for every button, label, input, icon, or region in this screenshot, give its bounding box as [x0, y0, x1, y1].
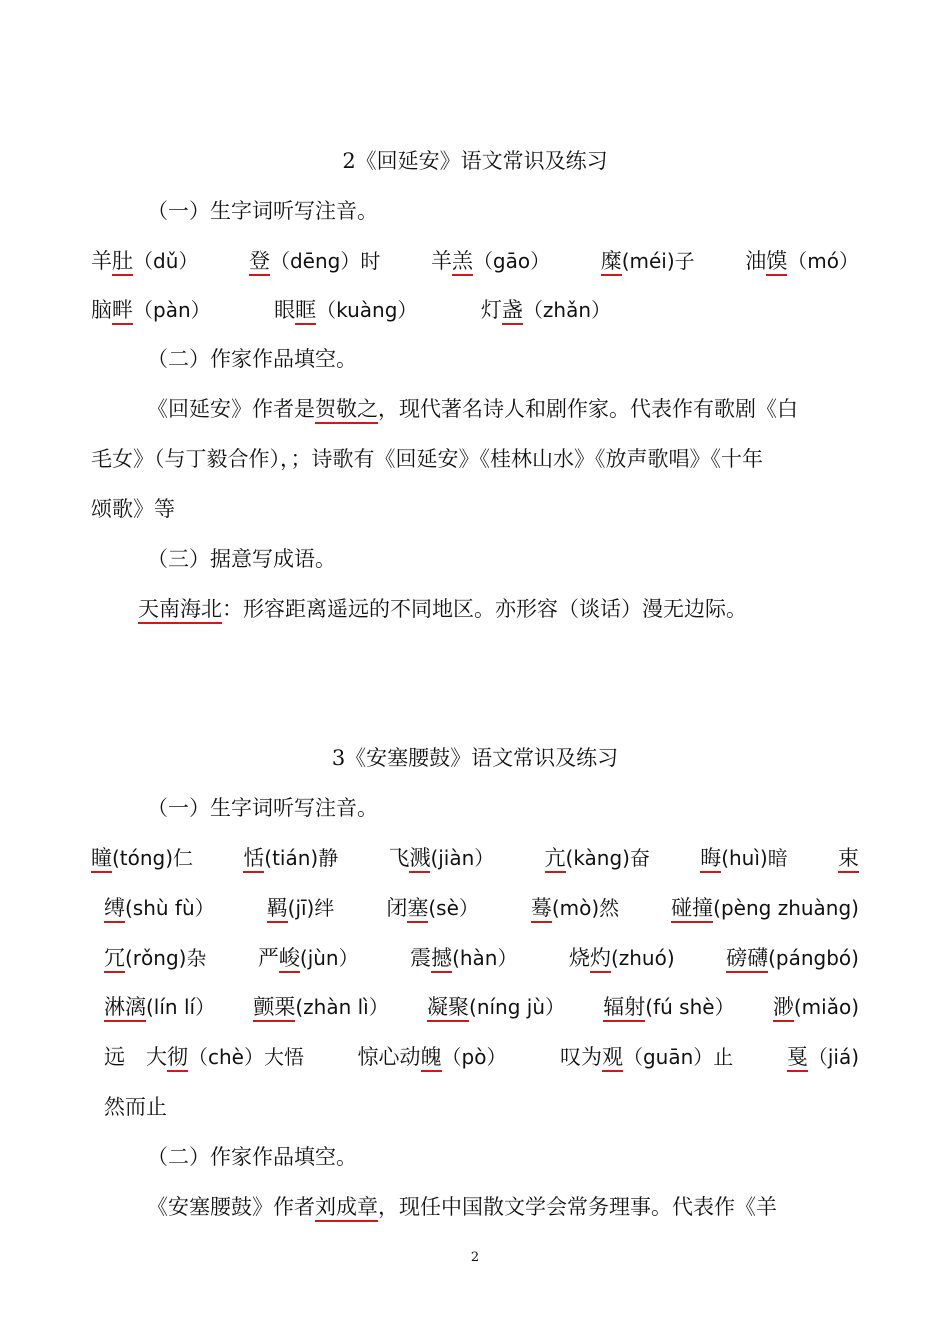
vocab-target-char: 凝聚	[427, 995, 469, 1022]
vocab-pinyin: (tián)静	[264, 846, 339, 870]
section2-title: 2《回延安》语文常识及练习	[342, 149, 608, 173]
vocab-item	[787, 1042, 859, 1072]
author-name: 贺敬之	[315, 397, 378, 424]
vocab-pinyin: （guān）止	[622, 1045, 734, 1069]
section3-heading-1: （一）生字词听写注音。	[147, 796, 378, 820]
vocab-pinyin: （zhǎn）	[522, 298, 611, 322]
vocab-target-char: 糜	[601, 249, 622, 276]
vocab-target-char: 畔	[112, 298, 133, 325]
vocab-item	[267, 893, 335, 923]
vocab-prefix: 惊心动	[357, 1045, 421, 1069]
vocab-item	[427, 992, 565, 1022]
vocab-target-char: 魄	[421, 1045, 442, 1072]
vocab-item	[104, 1042, 304, 1072]
vocab-item	[545, 843, 650, 873]
idiom-line	[138, 594, 747, 624]
vocab-item	[91, 843, 193, 873]
vocab-item	[258, 943, 359, 973]
vocab-target-char: 馍	[766, 249, 787, 276]
vocab-pinyin: （dēng）时	[269, 249, 381, 273]
vocab-item	[243, 843, 338, 873]
vocab-item	[603, 992, 734, 1022]
vocab-pinyin: (méi)子	[621, 249, 695, 273]
vocab-target-char: 亢	[545, 846, 566, 873]
section3-heading-2: （二）作家作品填空。	[147, 1145, 357, 1169]
vocab-item	[560, 1042, 733, 1072]
vocab-pinyin: (mò)然	[551, 896, 620, 920]
vocab-prefix: 羊	[91, 249, 112, 273]
vocab-pinyin: (lín lí）	[146, 995, 216, 1019]
vocab-item	[410, 943, 517, 973]
vocab-pinyin: (kàng)奋	[565, 846, 650, 870]
vocab-target-char: 彻	[167, 1045, 188, 1072]
vocab-item	[671, 893, 859, 923]
vocab-target-char: 渺	[773, 995, 794, 1022]
vocab-target-char: 观	[602, 1045, 623, 1072]
vocab-item	[388, 843, 494, 873]
vocab-target-char: 戛	[787, 1045, 808, 1072]
idiom: 天南海北	[138, 597, 222, 624]
section2-word-row-1	[91, 246, 859, 276]
vocab-item	[386, 893, 479, 923]
vocab-item	[249, 246, 380, 276]
vocab-item	[104, 893, 215, 923]
vocab-pinyin: （chè）大悟	[188, 1045, 304, 1069]
vocab-target-char: 塞	[407, 896, 428, 923]
vocab-target-char: 束	[838, 846, 859, 873]
vocab-target-char: 登	[249, 249, 270, 276]
vocab-prefix: 叹为	[559, 1045, 602, 1069]
vocab-target-char: 碰撞	[671, 896, 713, 923]
page-number: 2	[470, 1250, 480, 1265]
vocab-pinyin: (pèng zhuàng)	[713, 896, 859, 920]
vocab-item	[481, 295, 611, 325]
vocab-target-char: 撼	[431, 946, 452, 973]
vocab-item	[104, 992, 215, 1022]
text: 《回延安》作者是	[147, 397, 315, 421]
section3-paragraph-line-1	[147, 1192, 777, 1222]
vocab-target-char: 羁	[267, 896, 288, 923]
vocab-target-char: 盏	[502, 298, 523, 325]
vocab-prefix: 羊	[430, 249, 452, 273]
vocab-pinyin: (zhàn lì）	[295, 995, 389, 1019]
vocab-pinyin: （jiá)	[807, 1045, 859, 1069]
vocab-prefix: 灯	[480, 298, 502, 322]
vocab-item	[569, 943, 675, 973]
section3-word-row-4	[104, 992, 859, 1022]
section2-paragraph-line-2: 毛女》（与丁毅合作），；诗歌有《回延安》《桂林山水》《放声歌唱》《十年	[91, 447, 763, 471]
vocab-item	[531, 893, 619, 923]
vocab-target-char: 恬	[243, 846, 264, 873]
text: ，现任中国散文学会常务理事。代表作《羊	[378, 1195, 777, 1219]
vocab-pinyin: (pángbó)	[768, 946, 859, 970]
vocab-pinyin: (zhuó)	[610, 946, 675, 970]
vocab-target-char: 颤栗	[253, 995, 295, 1022]
section2-heading-1: （一）生字词听写注音。	[147, 199, 378, 223]
vocab-pinyin: (jùn）	[299, 946, 359, 970]
vocab-item	[104, 943, 206, 973]
vocab-prefix: 飞	[388, 846, 410, 870]
section3-word-row-5	[104, 1042, 859, 1072]
vocab-target-char: 眶	[295, 298, 316, 325]
vocab-pinyin: (huì)暗	[721, 846, 788, 870]
vocab-pinyin: （kuàng）	[316, 298, 418, 322]
vocab-target-char: 羔	[452, 249, 473, 276]
text: 《安塞腰鼓》作者	[147, 1195, 315, 1219]
vocab-pinyin: （dǔ）	[133, 249, 199, 273]
section3-word-row-2	[104, 893, 859, 923]
vocab-pinyin: (níng jù）	[469, 995, 566, 1019]
vocab-pinyin: （gāo）	[472, 249, 551, 273]
section3-word-row-1	[91, 843, 859, 873]
section3-title: 3《安塞腰鼓》语文常识及练习	[331, 746, 619, 770]
vocab-prefix: 眼	[274, 298, 296, 322]
vocab-target-char: 淋漓	[104, 995, 146, 1022]
section3-word-row-6: 然而止	[104, 1095, 167, 1119]
vocab-item	[91, 295, 211, 325]
vocab-item	[274, 295, 417, 325]
vocab-target-char: 溅	[409, 846, 430, 873]
vocab-prefix: 脑	[91, 298, 112, 322]
vocab-pinyin: (miǎo)	[793, 995, 859, 1019]
vocab-pinyin: (sè）	[428, 896, 479, 920]
section3-word-row-3	[104, 943, 859, 973]
section2-word-row-2	[91, 295, 611, 325]
vocab-prefix: 烧	[568, 946, 590, 970]
vocab-prefix: 震	[410, 946, 432, 970]
vocab-item	[745, 246, 859, 276]
section2-paragraph-line-1	[147, 394, 798, 424]
vocab-pinyin: (tóng)仁	[112, 846, 194, 870]
vocab-item	[601, 246, 695, 276]
vocab-pinyin: (jī)绊	[287, 896, 335, 920]
vocab-item	[91, 246, 198, 276]
vocab-pinyin: (hàn）	[452, 946, 518, 970]
vocab-target-char: 灼	[590, 946, 611, 973]
vocab-target-char: 瞳	[91, 846, 112, 873]
vocab-item	[773, 992, 859, 1022]
author-name: 刘成章	[315, 1195, 378, 1222]
vocab-pinyin: (rǒng)杂	[125, 946, 207, 970]
vocab-target-char: 磅礴	[726, 946, 768, 973]
vocab-pinyin: (shù fù）	[125, 896, 215, 920]
vocab-item	[431, 246, 550, 276]
vocab-pinyin: (jiàn）	[430, 846, 495, 870]
section2-heading-2: （二）作家作品填空。	[147, 347, 357, 371]
vocab-prefix: 油	[745, 249, 767, 273]
vocab-pinyin: （pò）	[441, 1045, 507, 1069]
text: ，现代著名诗人和剧作家。代表作有歌剧《白	[378, 397, 798, 421]
vocab-pinyin: （pàn）	[133, 298, 211, 322]
vocab-target-char: 辐射	[603, 995, 645, 1022]
vocab-pinyin: (fú shè）	[645, 995, 735, 1019]
vocab-pinyin: （mó）	[787, 249, 859, 273]
vocab-target-char: 蓦	[531, 896, 552, 923]
vocab-item	[358, 1042, 507, 1072]
vocab-item	[253, 992, 388, 1022]
vocab-item	[726, 943, 859, 973]
vocab-target-char: 肚	[112, 249, 133, 276]
vocab-target-char: 冗	[104, 946, 125, 973]
vocab-target-char: 峻	[279, 946, 300, 973]
vocab-item	[838, 843, 859, 873]
vocab-prefix: 严	[257, 946, 279, 970]
vocab-target-char: 缚	[104, 896, 125, 923]
vocab-item	[700, 843, 788, 873]
idiom-definition: ：形容距离遥远的不同地区。亦形容（谈话）漫无边际。	[222, 597, 747, 621]
section2-heading-3: （三）据意写成语。	[147, 547, 336, 571]
vocab-prefix: 远 大	[104, 1045, 167, 1069]
section2-paragraph-line-3: 颂歌》等	[91, 497, 175, 521]
vocab-prefix: 闭	[386, 896, 408, 920]
vocab-target-char: 晦	[700, 846, 721, 873]
